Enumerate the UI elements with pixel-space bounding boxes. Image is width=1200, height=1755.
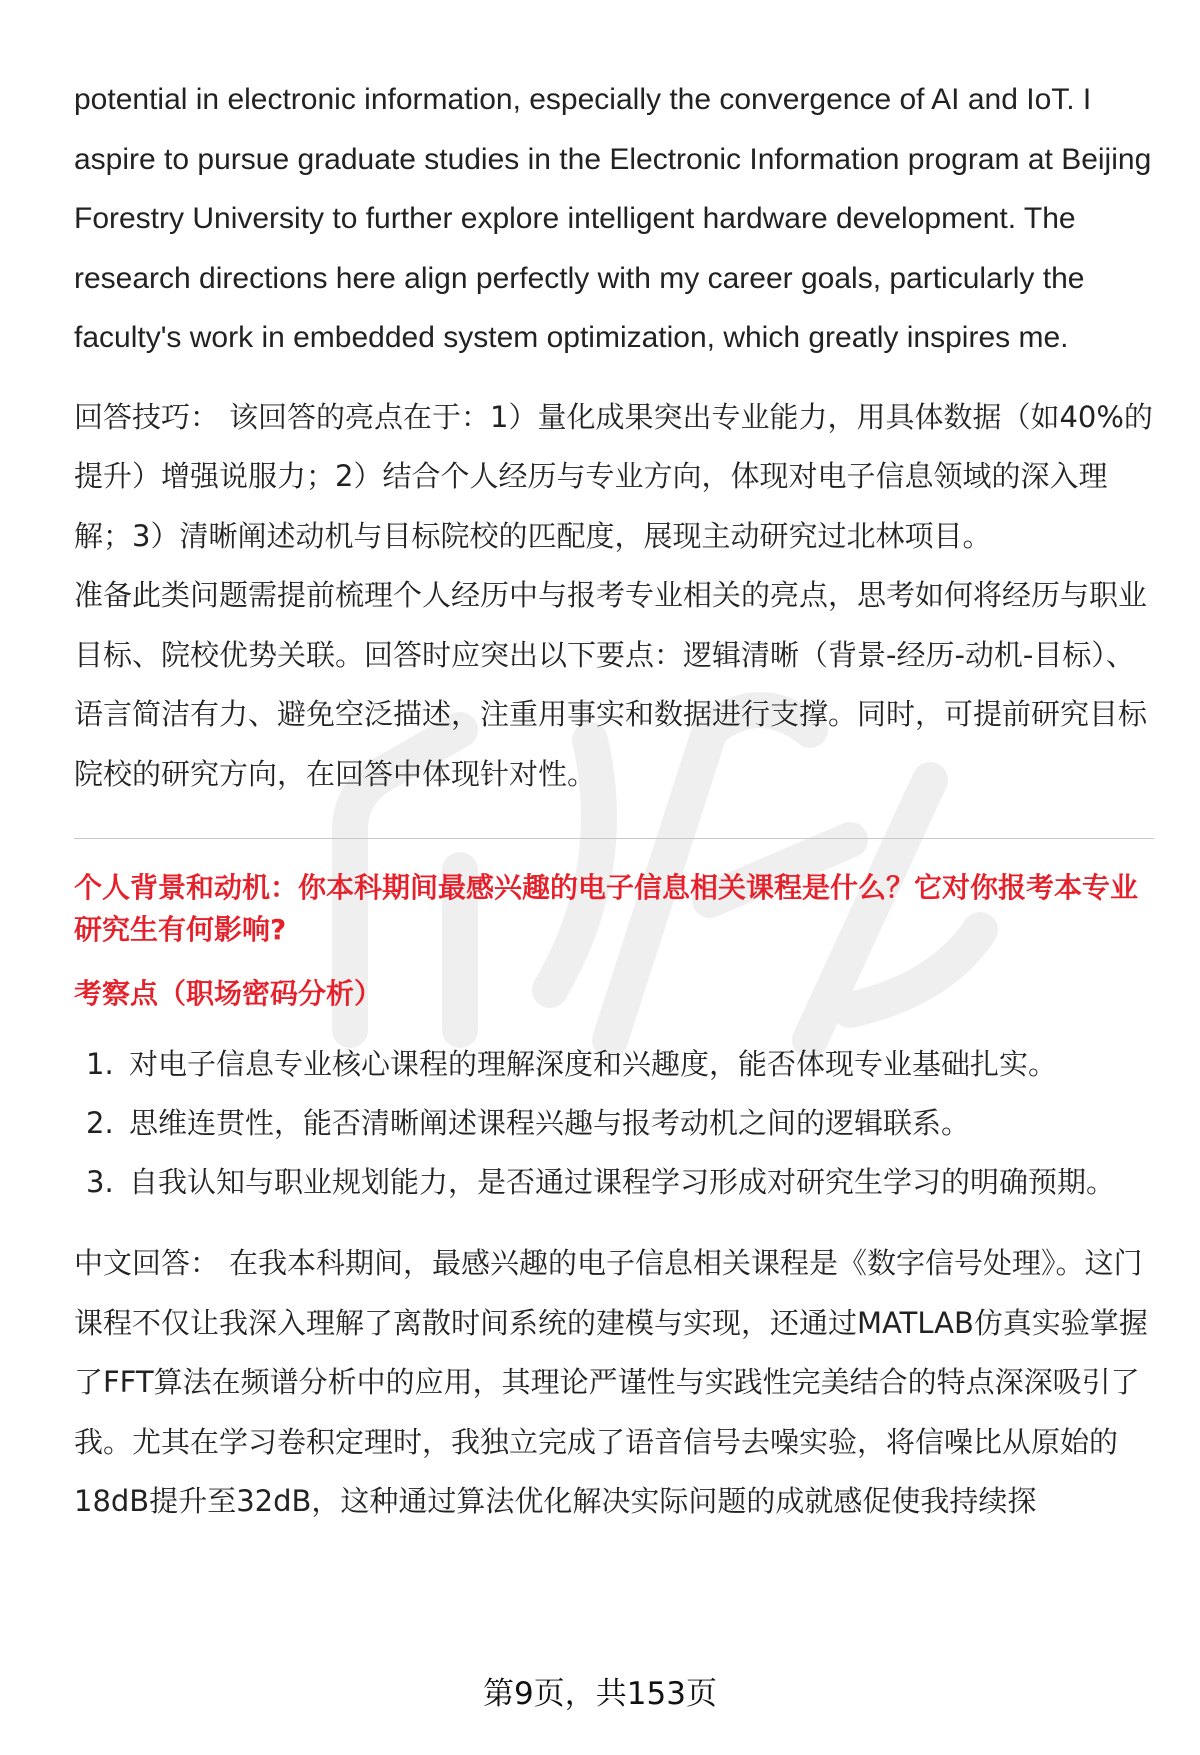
list-item-text: 自我认知与职业规划能力，是否通过课程学习形成对研究生学习的明确预期。 xyxy=(129,1165,1116,1199)
tips-text: 该回答的亮点在于：1）量化成果突出专业能力，用具体数据（如40%的提升）增强说服力；2）结合个人经历与专业方向，体现对电子信息领域的深入理解；3）清晰阐述动机与目标院校的匹配度，展现主动研究过北林项目。 xyxy=(74,399,1153,553)
prep-paragraph: 准备此类问题需提前梳理个人经历中与报考专业相关的亮点，思考如何将经历与职业目标、院校优势关联。回答时应突出以下要点：逻辑清晰（背景-经历-动机-目标）、语言简洁有力、避免空泛描述，注重用事实和数据进行支撑。同时，可提前研究目标院校的研究方向，在回答中体现针对性。 xyxy=(74,578,1148,791)
answer-text: 在我本科期间，最感兴趣的电子信息相关课程是《数字信号处理》。这门课程不仅让我深入理解了离散时间系统的建模与实现，还通过MATLAB仿真实验掌握了FFT算法在频谱分析中的应用，其理论严谨性与实践性完美结合的特点深深吸引了我。尤其在学习卷积定理时，我独立完成了语音信号去噪实验，将信噪比从原始的18dB提升至32dB，这种通过算法优化解决实际问题的成就感促使我持续探 xyxy=(74,1246,1148,1518)
list-item xyxy=(74,1153,1154,1212)
list-item-text: 思维连贯性，能否清晰阐述课程兴趣与报考动机之间的逻辑联系。 xyxy=(129,1106,971,1140)
list-item-number: 3. xyxy=(86,1165,114,1199)
question-title: 个人背景和动机：你本科期间最感兴趣的电子信息相关课程是什么？它对你报考本专业研究生有何影响? xyxy=(74,871,1139,946)
list-item-number: 1. xyxy=(86,1047,114,1081)
focus-heading: 考察点（职场密码分析） xyxy=(74,977,383,1010)
tips-label: 回答技巧： xyxy=(74,399,220,434)
intro-paragraph: potential in electronic information, especially the convergence of AI and IoT. I aspire to pursue graduate studies in the Electronic Information program at Beijing Forestry University to further explore intelligent hardware development. The research directions here align perfectly with my career goals, particularly the faculty's work in embedded system optimization, which greatly inspires me. xyxy=(74,83,1152,354)
focus-points-list xyxy=(74,1035,1154,1212)
list-item xyxy=(74,1094,1154,1153)
list-item-text: 对电子信息专业核心课程的理解深度和兴趣度，能否体现专业基础扎实。 xyxy=(129,1047,1058,1081)
document-page xyxy=(74,70,1154,1532)
answer-label: 中文回答： xyxy=(74,1246,220,1280)
list-item xyxy=(74,1035,1154,1094)
answer-paragraph xyxy=(74,1234,1154,1532)
page-number: 第9页，共153页 xyxy=(483,1676,717,1712)
tips-paragraph xyxy=(74,388,1154,567)
list-item-number: 2. xyxy=(86,1106,114,1140)
